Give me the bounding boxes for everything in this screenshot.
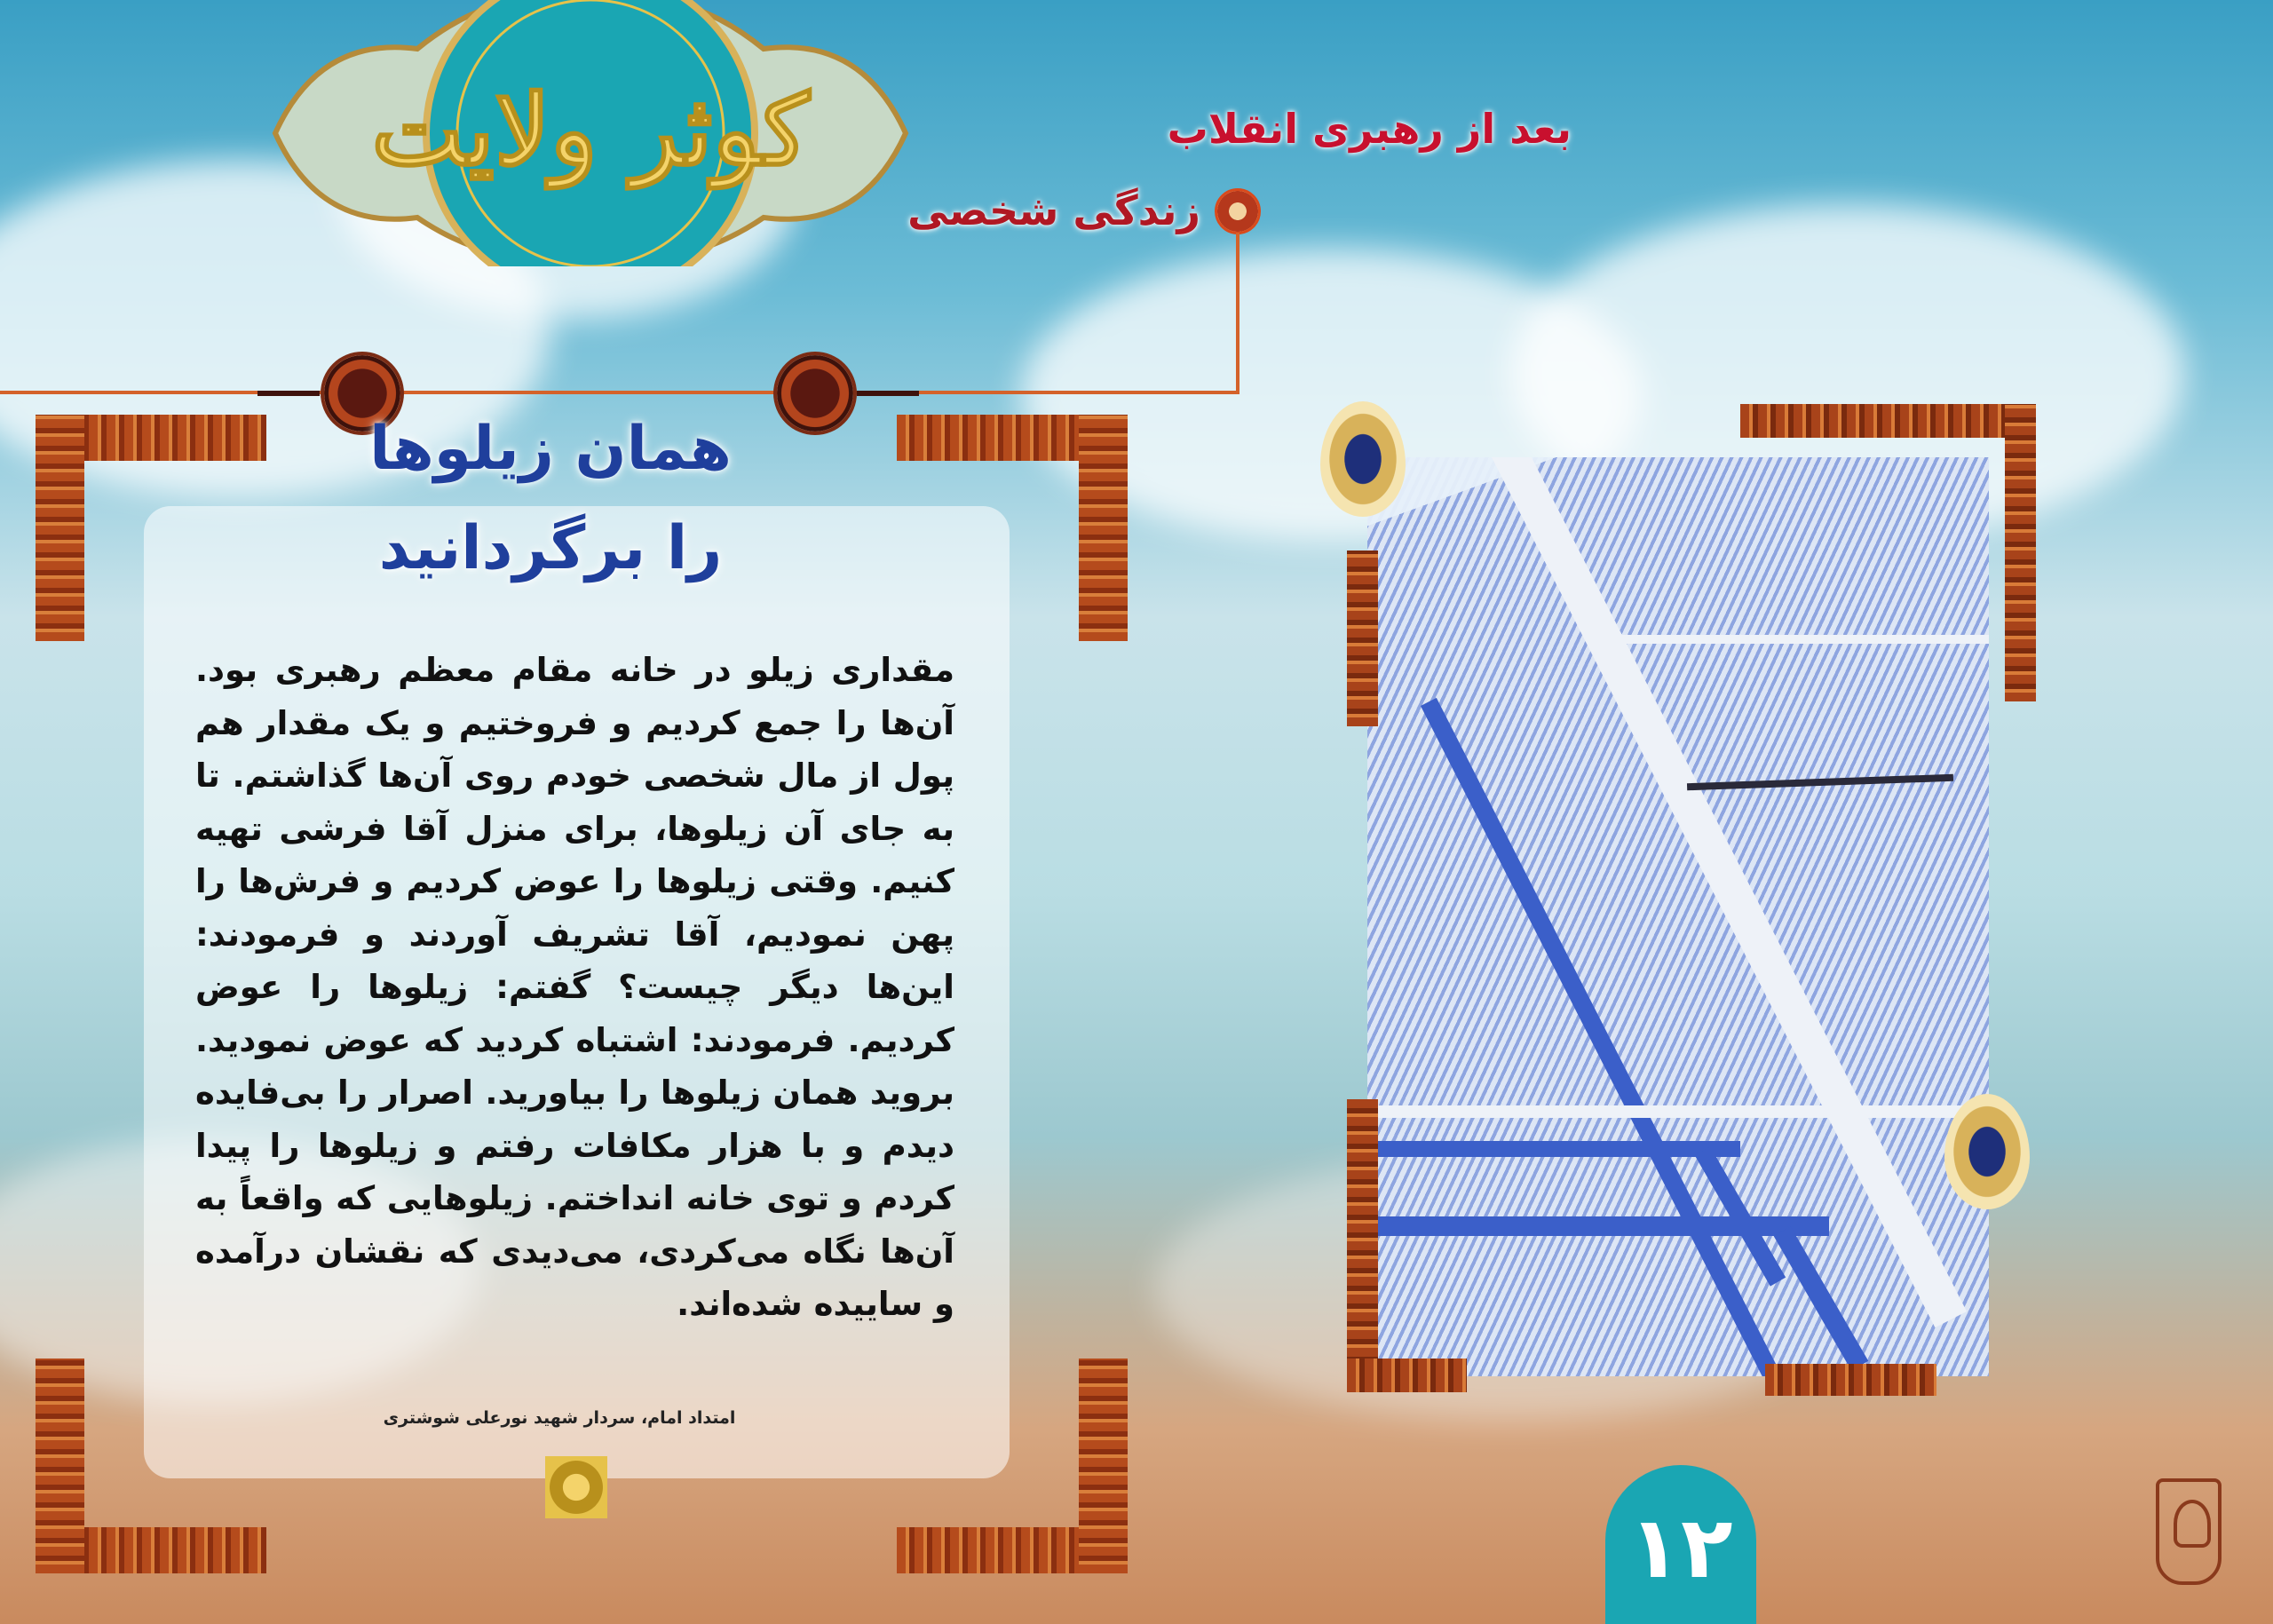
rugs-photo xyxy=(1367,457,1989,1376)
ornament-medallion-icon xyxy=(1320,401,1406,517)
frame-corner xyxy=(1079,1359,1128,1573)
photo-frame xyxy=(1347,551,1378,726)
frame-corner xyxy=(36,1359,84,1573)
ornament-tail xyxy=(857,391,919,396)
photo-crease xyxy=(1687,774,1953,790)
photo-band xyxy=(1367,1105,1989,1118)
article-title xyxy=(249,400,852,598)
article-title-line: را برگردانید xyxy=(378,513,723,583)
logo-medallion xyxy=(266,0,915,266)
photo-stripe xyxy=(1367,1141,1740,1157)
divider-line xyxy=(1236,233,1239,394)
ornament-tail xyxy=(257,391,320,396)
article-body: مقداری زیلو در خانه مقام معظم رهبری بود. آن‌ها را جمع کردیم و فروختیم و یک مقدار هم پول از مال شخصی خودم روی آن‌ها گذاشتم. تا به جای آن زیلوها، برای منزل آقا فرشی تهیه کنیم. وقتی زیلوها را عوض کردیم و فرش‌ها را پهن نمودیم، آقا تشریف آوردند و فرمودند: این‌ها دیگر چیست؟ گفتم: زیلوها را عوض کردیم. فرمودند: اشتباه کردید که عوض نمودید. بروید همان زیلوها را بیاورید. اصرار را بی‌فایده دیدم و با هزار مکافات رفتم و زیلوها را پیدا کردم و توی خانه انداختم. زیلوهایی که واقعاً به آن‌ها نگاه می‌کردی، می‌دیدی که نقشان درآمده و ساییده شده‌اند. xyxy=(195,651,954,1323)
article-source: امتداد امام، سردار شهید نورعلی شوشتری xyxy=(383,1408,736,1428)
photo-frame xyxy=(1765,1364,1936,1396)
photo-frame xyxy=(1347,1099,1378,1392)
ornament-medallion-icon xyxy=(1944,1094,2030,1209)
seal-icon xyxy=(545,1456,607,1518)
photo-band xyxy=(1589,635,1989,644)
article-title-line: همان زیلوها xyxy=(369,414,732,484)
frame-corner xyxy=(36,415,84,641)
ornament-tail xyxy=(404,391,777,396)
photo-stripe xyxy=(1774,1226,1869,1371)
page-number: ۱۲ xyxy=(1628,1498,1733,1597)
section-subtitle: زندگی شخصی xyxy=(907,186,1200,234)
frame-corner xyxy=(1079,415,1128,641)
logo-text: کوثر ولایت xyxy=(371,73,810,187)
photo-stripe xyxy=(1421,698,1799,1376)
photo-frame xyxy=(1740,404,2036,438)
photo-frame xyxy=(1347,1359,1467,1392)
photo-frame xyxy=(2005,404,2036,701)
section-title: بعد از رهبری انقلاب xyxy=(1167,105,1572,153)
brand-logo-icon xyxy=(2156,1478,2222,1585)
subtitle-emblem-icon xyxy=(1215,188,1261,234)
